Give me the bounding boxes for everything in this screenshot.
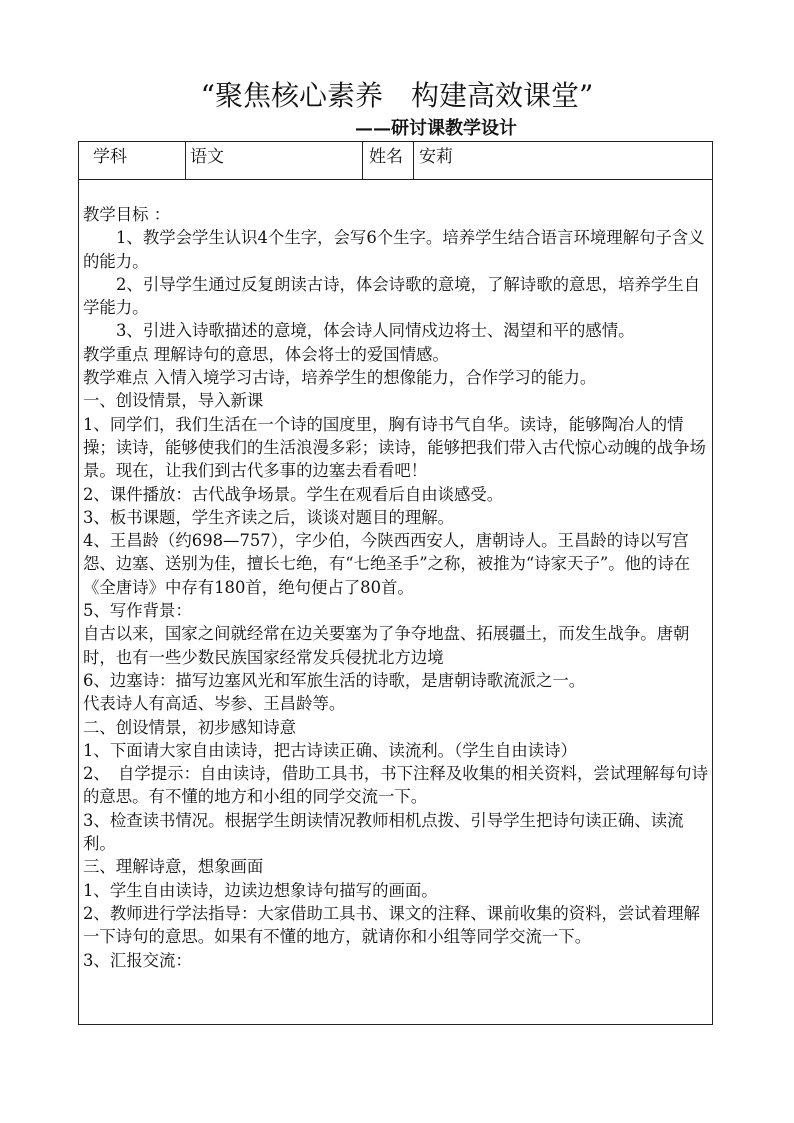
section-3-item-2: 2、教师进行学法指导：大家借助工具书、课文的注释、课前收集的资料，尝试着理解一下诗句的意思。如果有不懂的地方，就请你和小组等同学交流一下。 [83,903,700,947]
teaching-difficulty: 教学难点 入情入境学习古诗，培养学生的想像能力，合作学习的能力。 [83,368,597,388]
section-1-item-6: 6、边塞诗：描写边塞风光和军旅生活的诗歌，是唐朝诗歌流派之一。 [83,670,586,690]
representative-poets: 代表诗人有高适、岑参、王昌龄等。 [83,694,346,714]
section-2-item-2: 2、 自学提示：自由读诗，借助工具书，书下注释及收集的相关资料，尝试理解每句诗的意思。有不懂的地方和小组的同学交流一下。 [83,764,709,807]
section-3-item-3: 3、汇报交流： [83,950,192,970]
section-1-item-5: 5、写作背景： [83,601,192,621]
lesson-content [83,203,710,972]
goal-3: 3、引进入诗歌描述的意境，体会诗人同情戍边将士、渴望和平的感情。 [116,321,635,341]
subject-label: 学科 [79,142,186,179]
section-1-item-3: 3、板书课题，学生齐读之后，谈谈对题目的理解。 [83,507,455,527]
document-subtitle: ——研讨课教学设计 [355,118,517,139]
subject-value: 语文 [186,142,363,179]
name-label: 姓名 [363,142,414,179]
section-2-item-1: 1、下面请大家自由读诗，把古诗读正确、读流利。（学生自由读诗） [83,740,577,760]
section-2-item-3: 3、检查读书情况。根据学生朗读情况教师相机点拨、引导学生把诗句读正确、读流利。 [83,810,684,854]
section-2-heading: 二、创设情景，初步感知诗意 [83,717,297,737]
lesson-plan-table [78,141,713,1025]
section-3-heading: 三、理解诗意，想象画面 [83,857,264,877]
document-title: “聚焦核心素养 构建高效课堂” [200,79,594,112]
info-row [79,142,712,180]
background-paragraph: 自古以来，国家之间就经常在边关要塞为了争夺地盘、拓展疆土，而发生战争。唐朝时，也有一些少数民族国家经常发兵侵扰北方边境 [83,624,690,667]
section-1-heading: 一、创设情景，导入新课 [83,391,264,411]
teaching-focus: 教学重点 理解诗句的意思，体会将士的爱国情感。 [83,344,449,364]
teaching-goals-heading: 教学目标 ： [83,205,171,224]
section-1-item-2: 2、课件播放：古代战争场景。学生在观看后自由谈感受。 [83,484,504,504]
section-1-item-4: 4、王昌龄（约698—757），字少伯，今陕西西安人，唐朝诗人。王昌龄的诗以写宫怨、边塞、送别为佳，擅长七绝，有“七绝圣手”之称，被推为“诗家天子”。他的诗在《全唐诗》中存有180首，绝句便占了80首。 [83,531,691,597]
goal-1: 1、教学会学生认识4个生字，会写6个生字。培养学生结合语言环境理解句子含义的能力。 [83,228,705,271]
goal-2: 2、引导学生通过反复朗读古诗，体会诗歌的意境，了解诗歌的意思，培养学生自学能力。 [83,274,701,318]
section-3-item-1: 1、学生自由读诗，边读边想象诗句描写的画面。 [83,880,438,900]
section-1-item-1: 1、同学们，我们生活在一个诗的国度里，胸有诗书气自华。读诗，能够陶冶人的情操；读诗，能够使我们的生活浪漫多彩；读诗，能够把我们带入古代惊心动魄的战争场景。现在，让我们到古代多事的边塞去看看吧！ [83,414,706,481]
name-value: 安莉 [419,147,453,167]
